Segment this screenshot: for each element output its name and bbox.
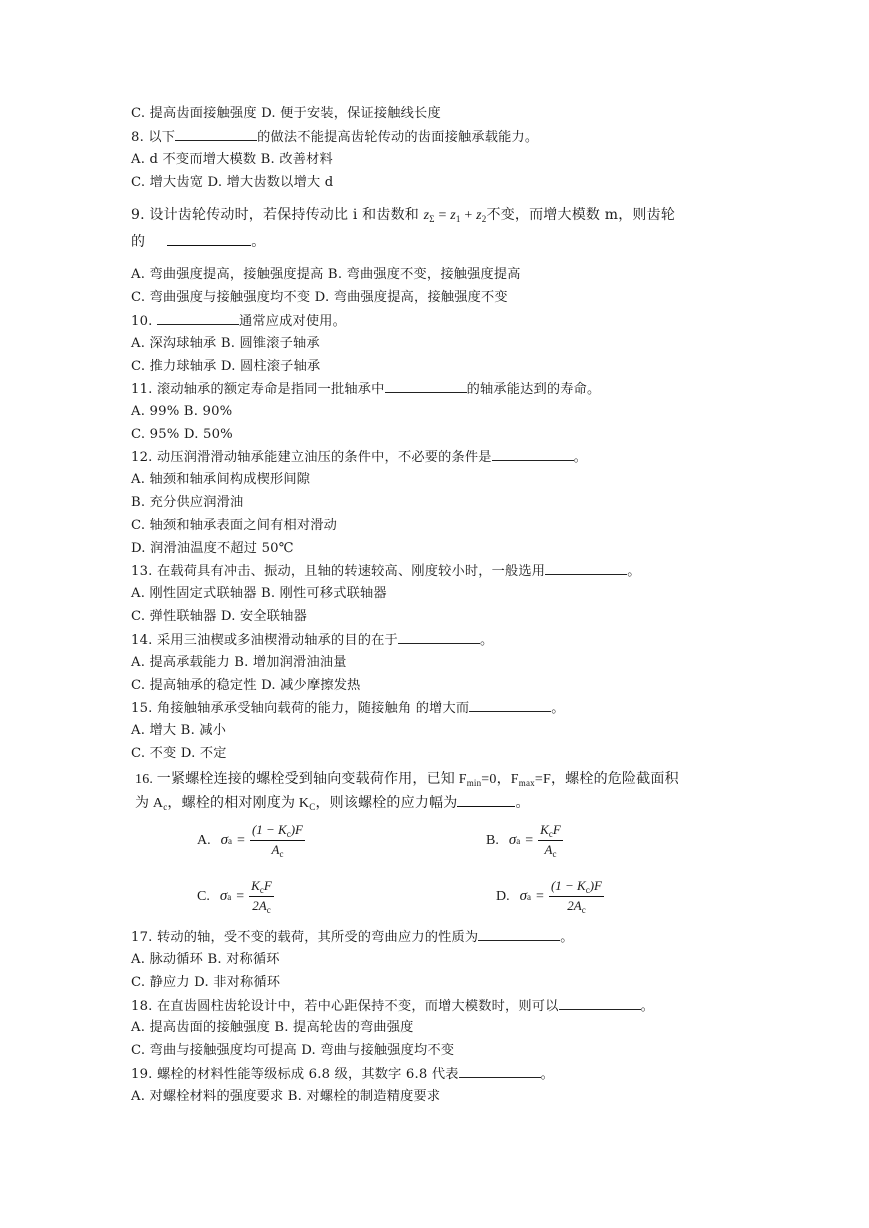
question-10 <box>131 312 346 331</box>
answer-blank <box>398 631 480 644</box>
option-label: B. <box>486 832 499 848</box>
answer-blank <box>545 562 627 575</box>
q8-option-cd: C. 增大齿宽 D. 增大齿数以增大 d <box>131 175 334 190</box>
q16-line-2 <box>135 794 530 816</box>
q13-option-ab: A. 刚性固定式联轴器 B. 刚性可移式联轴器 <box>131 586 387 601</box>
q14-text-before-blank: 14. 采用三油楔或多油楔滑动轴承的目的在于 <box>131 633 398 648</box>
q10-text: 通常应成对使用。 <box>238 314 347 329</box>
q12-option-a: A. 轴颈和轴承间构成楔形间隙 <box>131 472 311 487</box>
q9-text-before-formula: 9. 设计齿轮传动时，若保持传动比 i 和齿数和 <box>131 207 419 223</box>
equals-sign: = <box>536 888 544 904</box>
q13-text-before-blank: 13. 在载荷具有冲击、振动，且轴的转速较高、刚度较小时，一般选用 <box>131 564 546 579</box>
answer-blank <box>175 128 257 141</box>
q17-text-after-blank: 。 <box>560 930 574 945</box>
q9-text-after-formula: 不变，而增大模数 m，则齿轮 <box>486 207 676 223</box>
question-9 <box>131 206 675 228</box>
fraction: $\frac{(1 - K_c)F}{A_c}$ <box>251 822 303 859</box>
q11-option-ab: A. 99% B. 90% <box>131 404 233 419</box>
q19-option-ab: A. 对螺栓材料的强度要求 B. 对螺栓的制造精度要求 <box>131 1089 441 1104</box>
q12-option-d: D. 润滑油温度不超过 50℃ <box>131 541 294 556</box>
q16-text-4: 为 A <box>135 796 164 811</box>
equals-sign: = <box>236 888 245 904</box>
q13-option-cd: C. 弹性联轴器 D. 安全联轴器 <box>131 609 307 624</box>
question-17 <box>131 928 574 947</box>
q16-sub-max: max <box>518 778 535 788</box>
q16-text-5: ，螺栓的相对刚度为 K <box>167 796 310 811</box>
question-11 <box>131 380 600 399</box>
answer-blank <box>492 448 574 461</box>
fraction: $\frac{K_cF}{2A_c}$ <box>251 878 272 915</box>
answer-blank <box>385 380 467 393</box>
q16-text-7: 。 <box>515 796 530 811</box>
question-18 <box>131 997 654 1016</box>
q15-option-ab: A. 增大 B. 减小 <box>131 723 227 738</box>
q19-text-before-blank: 19. 螺栓的材料性能等级标成 6.8 级，其数字 6.8 代表 <box>131 1067 459 1082</box>
q12-option-b: B. 充分供应润滑油 <box>131 495 244 510</box>
q17-option-cd: C. 静应力 D. 非对称循环 <box>131 975 281 990</box>
q9-line-2 <box>131 233 265 251</box>
question-13 <box>131 562 641 581</box>
q10-option-cd: C. 推力球轴承 D. 圆柱滚子轴承 <box>131 359 321 374</box>
q16-sub-c: c <box>163 802 168 812</box>
formula-option-d <box>496 878 604 915</box>
q14-option-cd: C. 提高轴承的稳定性 D. 减少摩擦发热 <box>131 678 361 693</box>
q11-text-after-blank: 的轴承能达到的寿命。 <box>466 382 601 397</box>
q10-number: 10. <box>131 314 157 329</box>
equals-sign: = <box>237 832 245 848</box>
sigma-subscript: a <box>527 891 532 902</box>
option-label: C. <box>197 888 210 904</box>
q19-text-after-blank: 。 <box>540 1067 555 1082</box>
answer-blank <box>167 233 251 246</box>
answer-blank <box>157 312 239 325</box>
answer-blank <box>478 928 560 941</box>
q16-text-3: =F，螺栓的危险截面积 <box>534 772 679 787</box>
q8-text-after-blank: 的做法不能提高齿轮传动的齿面接触承载能力。 <box>257 130 539 145</box>
sigma-symbol: σ <box>220 832 229 848</box>
q14-option-ab: A. 提高承载能力 B. 增加润滑油油量 <box>131 655 347 670</box>
q12-text-after-blank: 。 <box>573 450 588 465</box>
q9-line2-end: 。 <box>251 234 266 250</box>
q11-text-before-blank: 11. 滚动轴承的额定寿命是指同一批轴承中 <box>131 382 385 397</box>
tooth-sum-formula: $z_\Sigma = z_1 + z_2$ <box>423 208 487 224</box>
formula-option-c <box>197 878 274 915</box>
q9-line2-text: 的 <box>131 234 146 250</box>
q18-text-before-blank: 18. 在直齿圆柱齿轮设计中，若中心距保持不变，而增大模数时，则可以 <box>131 999 559 1014</box>
q16-sub-min: min <box>466 778 482 788</box>
q16-text-6: ，则该螺栓的应力幅为 <box>315 796 458 811</box>
q10-option-ab: A. 深沟球轴承 B. 圆锥滚子轴承 <box>131 336 320 351</box>
answer-blank <box>459 1065 541 1078</box>
question-14 <box>131 631 493 650</box>
question-8 <box>131 128 538 147</box>
fraction: $\frac{(1 - K_c)F}{2A_c}$ <box>550 878 602 915</box>
sigma-symbol: σ <box>519 888 528 904</box>
sigma-symbol: σ <box>219 888 228 904</box>
q16-sub-C: C <box>309 802 316 812</box>
line-q7-option-cd: C. 提高齿面接触强度 D. 便于安装，保证接触线长度 <box>131 106 441 121</box>
option-label: A. <box>197 832 211 848</box>
q11-option-cd: C. 95% D. 50% <box>131 427 233 442</box>
sigma-subscript: a <box>227 891 232 902</box>
q17-text-before-blank: 17. 转动的轴，受不变的载荷，其所受的弯曲应力的性质为 <box>131 930 479 945</box>
q15-text-before-blank: 15. 角接触轴承承受轴向载荷的能力，随接触角 的增大而 <box>131 701 470 716</box>
question-15 <box>131 699 565 718</box>
sigma-subscript: a <box>516 835 521 846</box>
q8-text-before-blank: 8. 以下 <box>131 130 176 145</box>
answer-blank <box>457 794 515 807</box>
q16-text-1: 16. 一紧螺栓连接的螺栓受到轴向变载荷作用，已知 F <box>135 772 467 787</box>
answer-blank <box>469 699 551 712</box>
fraction: $\frac{K_cF}{A_c}$ <box>540 822 561 859</box>
q17-option-ab: A. 脉动循环 B. 对称循环 <box>131 952 280 967</box>
sigma-symbol: σ <box>508 832 517 848</box>
q14-text-after-blank: 。 <box>479 633 494 648</box>
q15-option-cd: C. 不变 D. 不定 <box>131 746 227 761</box>
q13-text-after-blank: 。 <box>627 564 641 579</box>
formula-option-b <box>486 822 563 859</box>
option-label: D. <box>496 888 510 904</box>
question-16 <box>135 771 679 792</box>
q18-option-cd: C. 弯曲与接触强度均可提高 D. 弯曲与接触强度均不变 <box>131 1043 455 1058</box>
question-19 <box>131 1065 554 1084</box>
q8-option-ab: A. d 不变而增大模数 B. 改善材料 <box>131 152 333 167</box>
q9-option-ab: A. 弯曲强度提高，接触强度提高 B. 弯曲强度不变，接触强度提高 <box>131 267 521 282</box>
q18-text-after-blank: 。 <box>640 999 654 1014</box>
formula-option-a <box>197 822 305 859</box>
question-12 <box>131 448 587 467</box>
equals-sign: = <box>525 832 534 848</box>
q9-option-cd: C. 弯曲强度与接触强度均不变 D. 弯曲强度提高，接触强度不变 <box>131 290 508 305</box>
answer-blank <box>559 997 641 1010</box>
q15-text-after-blank: 。 <box>551 701 565 716</box>
sigma-subscript: a <box>228 835 233 846</box>
q12-text-before-blank: 12. 动压润滑滑动轴承能建立油压的条件中，不必要的条件是 <box>131 450 492 465</box>
q18-option-ab: A. 提高齿面的接触强度 B. 提高轮齿的弯曲强度 <box>131 1020 414 1035</box>
q16-text-2: =0，F <box>481 772 519 787</box>
q12-option-c: C. 轴颈和轴承表面之间有相对滑动 <box>131 518 338 533</box>
